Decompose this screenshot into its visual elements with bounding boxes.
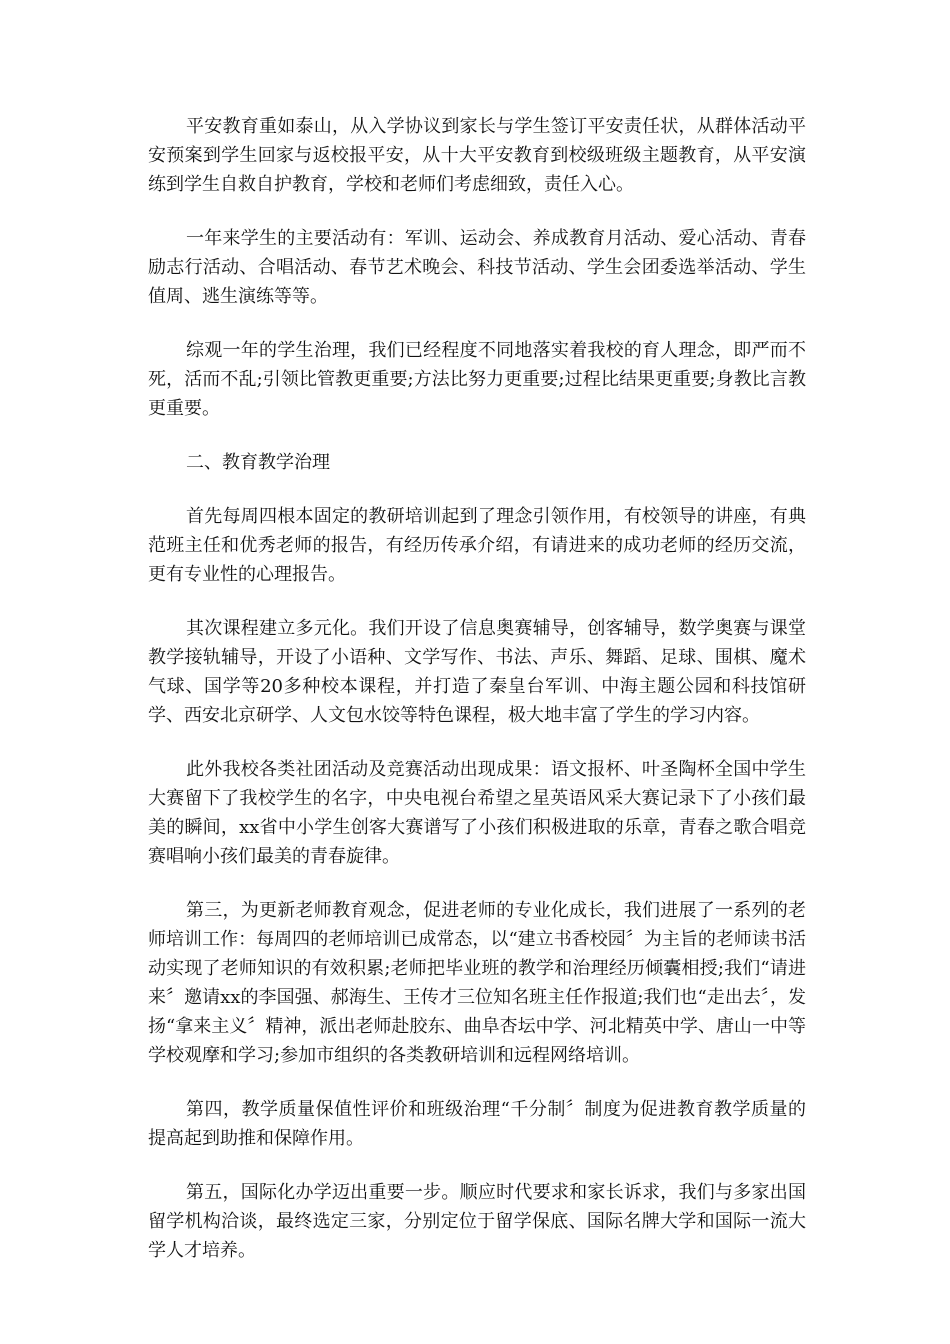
paragraph-internationalization: 第五，国际化办学迈出重要一步。顺应时代要求和家长诉求，我们与多家出国留学机构洽谈，最终选定三家，分别定位于留学保底、国际名牌大学和国际一流大学人才培养。: [148, 1182, 806, 1261]
paragraph-safety-education: 平安教育重如泰山，从入学协议到家长与学生签订平安责任状，从群体活动平安预案到学生回家与返校报平安，从十大平安教育到校级班级主题教育，从平安演练到学生自救自护教育，学校和老师们考虑细致，责任入心。: [148, 116, 806, 195]
paragraph-teacher-training: 第三，为更新老师教育观念，促进老师的专业化成长，我们进展了一系列的老师培训工作：每周四的老师培训已成常态，以“建立书香校园〞为主旨的老师读书活动实现了老师知识的有效积累;老师把毕业班的教学和治理经历倾囊相授;我们“请进来〞邀请xx的李国强、郝海生、王传才三位知名班主任作报道;我们也“走出去〞，发扬“拿来主义〞精神，派出老师赴胶东、曲阜杏坛中学、河北精英中学、唐山一中等学校观摩和学习;参加市组织的各类教研培训和远程网络培训。: [148, 900, 806, 1066]
section-heading-teaching-management: 二、教育教学治理: [186, 452, 330, 473]
document-page: [148, 112, 806, 1290]
paragraph-clubs-competitions: 此外我校各类社团活动及竞赛活动出现成果：语文报杯、叶圣陶杯全国中学生大赛留下了我校学生的名字，中央电视台希望之星英语风采大赛记录下了小孩们最美的瞬间，xx省中小学生创客大赛谱写了小孩们积极进取的乐章，青春之歌合唱竞赛唱响小孩们最美的青春旋律。: [148, 759, 806, 867]
paragraph-weekly-training: 首先每周四根本固定的教研培训起到了理念引领作用，有校领导的讲座，有典范班主任和优秀老师的报告，有经历传承介绍，有请进来的成功老师的经历交流，更有专业性的心理报告。: [148, 506, 806, 585]
paragraph-quality-evaluation: 第四，教学质量保值性评价和班级治理“千分制〞制度为促进教育教学质量的提高起到助推和保障作用。: [148, 1099, 806, 1149]
paragraph-student-activities: 一年来学生的主要活动有：军训、运动会、养成教育月活动、爱心活动、青春励志行活动、合唱活动、春节艺术晚会、科技节活动、学生会团委选举活动、学生值周、逃生演练等等。: [148, 228, 806, 307]
paragraph-student-management-summary: 综观一年的学生治理，我们已经程度不同地落实着我校的育人理念，即严而不死，活而不乱;引领比管教更重要;方法比努力更重要;过程比结果更重要;身教比言教更重要。: [148, 340, 806, 419]
paragraph-curriculum-diversification: 其次课程建立多元化。我们开设了信息奥赛辅导，创客辅导，数学奥赛与课堂教学接轨辅导，开设了小语种、文学写作、书法、声乐、舞蹈、足球、围棋、魔术气球、国学等20多种校本课程，并打造了秦皇台军训、中海主题公园和科技馆研学、西安北京研学、人文包水饺等特色课程，极大地丰富了学生的学习内容。: [148, 618, 806, 726]
